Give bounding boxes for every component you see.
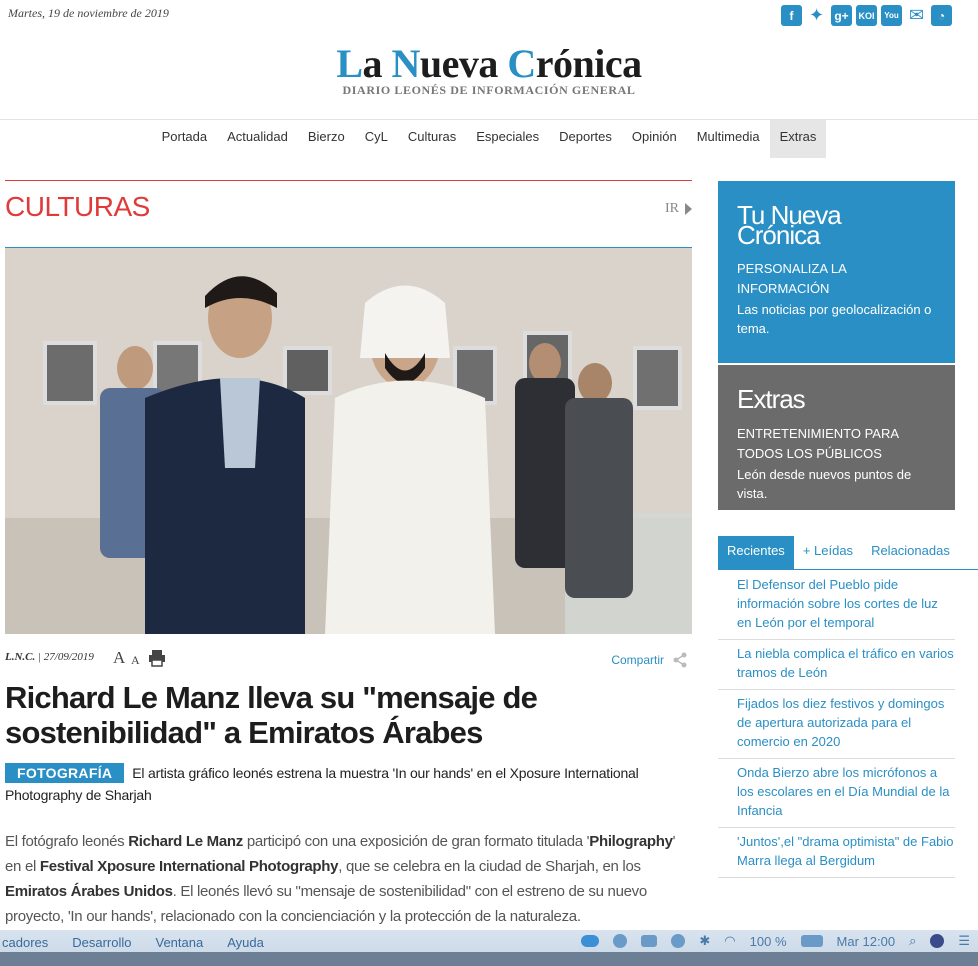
article-date: 27/09/2019 xyxy=(43,651,94,663)
article-photo[interactable] xyxy=(5,248,692,634)
nav-item-especiales[interactable]: Especiales xyxy=(476,129,540,144)
creative-cloud-icon[interactable] xyxy=(613,934,627,948)
site-logo[interactable] xyxy=(0,40,978,98)
nav-item-opinion[interactable]: Opinión xyxy=(631,129,677,144)
section-header xyxy=(5,180,692,248)
facebook-icon[interactable]: f xyxy=(781,5,802,26)
promo-title: Extras xyxy=(737,384,805,414)
nav-item-bierzo[interactable]: Bierzo xyxy=(307,129,345,144)
share-label: Compartir xyxy=(611,653,664,667)
lead-text: El artista gráfico leonés estrena la muestra 'In our hands' en el Xposure International Photography de Sharjah xyxy=(5,765,639,803)
body-text: ' en el xyxy=(5,833,676,875)
rss-icon[interactable]: ◔ xyxy=(931,5,952,26)
body-bold: Emiratos Árabes Unidos xyxy=(5,883,173,900)
font-increase-button[interactable]: A xyxy=(113,648,126,667)
article-meta xyxy=(5,648,692,670)
nav-item-extras[interactable]: Extras xyxy=(770,120,827,158)
window-strip xyxy=(0,952,978,966)
section-go-label: IR xyxy=(665,201,679,216)
list-icon[interactable]: ☰ xyxy=(958,933,970,948)
siri-icon[interactable] xyxy=(930,934,944,948)
battery-icon[interactable] xyxy=(801,935,823,947)
body-text: El fotógrafo leonés xyxy=(5,833,129,850)
menu-item-ayuda[interactable]: Ayuda xyxy=(227,934,264,950)
koi-icon[interactable]: KOI xyxy=(856,5,877,26)
list-item[interactable]: La niebla complica el tráfico en varios tramos de León xyxy=(718,640,955,690)
font-decrease-button[interactable]: A xyxy=(131,653,140,667)
menubar-menus xyxy=(0,935,288,950)
logo-letter: C xyxy=(507,41,536,86)
wifi-icon[interactable]: ◠ xyxy=(724,933,736,948)
body-bold: Philography xyxy=(589,833,673,850)
promo-title: Tu Nueva Crónica xyxy=(737,200,841,250)
menu-item-desarrollo[interactable]: Desarrollo xyxy=(72,934,132,950)
recent-news-list xyxy=(718,571,955,878)
search-icon[interactable]: ⌕ xyxy=(909,933,917,948)
article-byline: L.N.C. | 27/09/2019 xyxy=(5,651,94,663)
battery-level: 100 % xyxy=(749,933,787,949)
promo-extras[interactable] xyxy=(718,365,955,510)
clock[interactable]: Mar 12:00 xyxy=(836,933,896,949)
body-bold: Festival Xposure International Photography xyxy=(39,858,339,875)
twitter-icon[interactable]: ✦ xyxy=(808,5,825,25)
body-text: participó con una exposición de gran formato titulada ' xyxy=(242,833,590,850)
time-machine-icon[interactable] xyxy=(671,934,685,948)
category-tag[interactable]: FOTOGRAFÍA xyxy=(5,763,124,783)
arrow-right-icon xyxy=(685,203,692,215)
print-icon[interactable] xyxy=(148,649,166,672)
tab-relacionadas[interactable]: Relacionadas xyxy=(871,543,950,558)
nav-item-portada[interactable]: Portada xyxy=(161,129,208,144)
list-item[interactable]: El Defensor del Pueblo pide información sobre los cortes de luz en León por el temporal xyxy=(718,571,955,640)
body-text: , que se celebra en la ciudad de Sharjah, en los xyxy=(338,858,641,875)
section-title: CULTURAS xyxy=(5,191,150,222)
section-go-link[interactable] xyxy=(665,201,692,217)
tab-mas-leidas[interactable]: + Leídas xyxy=(802,543,854,558)
site-header xyxy=(0,0,978,120)
menu-item[interactable]: cadores xyxy=(2,934,49,950)
main-nav xyxy=(0,120,978,158)
nav-item-culturas[interactable]: Culturas xyxy=(407,129,457,144)
article-headline: Richard Le Manz lleva su "mensaje de sostenibilidad" a Emiratos Árabes xyxy=(5,680,538,750)
news-tabs xyxy=(718,536,978,570)
menu-item-ventana[interactable]: Ventana xyxy=(155,934,204,950)
share-icon xyxy=(672,652,688,668)
body-text: . El leonés llevó su "mensaje de sostenibilidad" con el estreno de su nuevo proyecto, 'In our hands', relacionado con la concienciación y la protección de la naturaleza. xyxy=(5,883,647,925)
logo-subtitle: DIARIO LEONÉS DE INFORMACIÓN GENERAL xyxy=(342,83,636,97)
tab-recientes[interactable]: Recientes xyxy=(718,536,794,570)
youtube-icon[interactable]: You xyxy=(881,5,902,26)
logo-text: a xyxy=(362,41,392,86)
promo-heading: ENTRETENIMIENTO PARA TODOS LOS PÚBLICOS xyxy=(737,426,899,461)
logo-letter: L xyxy=(336,41,363,86)
logo-text: rónica xyxy=(535,41,642,86)
menubar-status xyxy=(581,930,970,952)
os-menubar xyxy=(0,930,978,966)
author: L.N.C. xyxy=(5,651,36,663)
list-item[interactable]: 'Juntos',el "drama optimista" de Fabio Marra llega al Bergidum xyxy=(718,828,955,878)
body-bold: Richard Le Manz xyxy=(128,833,243,850)
nav-item-deportes[interactable]: Deportes xyxy=(559,129,612,144)
nav-item-actualidad[interactable]: Actualidad xyxy=(227,129,288,144)
article-body xyxy=(5,829,692,929)
bluetooth-icon[interactable]: ✱ xyxy=(699,933,711,948)
cloud-icon[interactable] xyxy=(581,935,599,947)
nav-item-multimedia[interactable]: Multimedia xyxy=(696,129,760,144)
promo-description: León desde nuevos puntos de vista. xyxy=(737,467,912,501)
promo-tu-nueva-cronica[interactable] xyxy=(718,181,955,363)
promo-description: Las noticias por geolocalización o tema. xyxy=(737,302,932,336)
social-links xyxy=(781,5,952,26)
article-lead xyxy=(5,762,692,806)
list-item[interactable]: Fijados los diez festivos y domingos de apertura autorizada para el comercio en 2020 xyxy=(718,690,955,759)
logo-letter: N xyxy=(391,41,420,86)
current-date: Martes, 19 de noviembre de 2019 xyxy=(8,6,169,20)
logo-text: ueva xyxy=(419,41,508,86)
share-button[interactable] xyxy=(611,652,688,668)
list-item[interactable]: Onda Bierzo abre los micrófonos a los escolares en el Día Mundial de la Infancia xyxy=(718,759,955,828)
promo-heading: PERSONALIZA LA INFORMACIÓN xyxy=(737,261,847,296)
nav-item-cyl[interactable]: CyL xyxy=(364,129,388,144)
google-plus-icon[interactable]: g+ xyxy=(831,5,852,26)
airplay-icon[interactable] xyxy=(641,935,657,947)
mail-icon[interactable]: ✉ xyxy=(908,5,925,25)
